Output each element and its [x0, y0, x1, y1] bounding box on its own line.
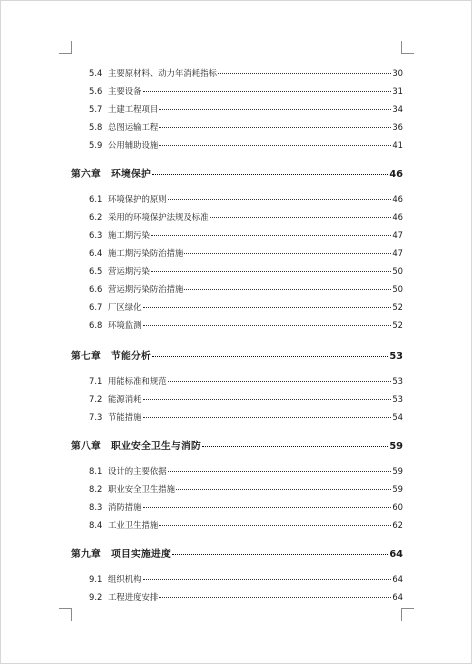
- toc-entry-number: 6.6: [89, 284, 103, 294]
- toc-section-entry[interactable]: [89, 229, 403, 241]
- toc-entry-title: 施工期污染防治措施: [108, 248, 184, 258]
- toc-entry-page-number: 59: [392, 466, 403, 476]
- toc-section-entry[interactable]: [89, 375, 403, 387]
- toc-entry-page-number: 46: [392, 194, 403, 204]
- dot-leader: [143, 90, 392, 92]
- dot-leader: [168, 380, 392, 382]
- dot-leader: [143, 398, 392, 400]
- dot-leader: [159, 596, 391, 598]
- toc-section-entry[interactable]: [89, 247, 403, 259]
- dot-leader: [143, 578, 392, 580]
- dot-leader: [159, 144, 391, 146]
- crop-mark-bottom-left: [59, 608, 72, 621]
- toc-entry-title: 第七章 节能分析: [71, 351, 151, 362]
- toc-entry-page-number: 52: [392, 320, 403, 330]
- toc-section-entry[interactable]: [89, 519, 403, 531]
- toc-section-entry[interactable]: [89, 501, 403, 513]
- toc-entry-title: 主要设备: [108, 86, 142, 96]
- toc-entry-page-number: 31: [392, 86, 403, 96]
- toc-section-entry[interactable]: [89, 483, 403, 495]
- toc-entry-number: 6.5: [89, 266, 103, 276]
- toc-entry-number: 5.7: [89, 104, 103, 114]
- toc-entry-title: 公用辅助设施: [108, 140, 159, 150]
- toc-section-entry[interactable]: [89, 139, 403, 151]
- toc-entry-page-number: 59: [389, 441, 403, 452]
- toc-section-entry[interactable]: [89, 265, 403, 277]
- toc-section-entry[interactable]: [89, 319, 403, 331]
- toc-entry-number: 8.1: [89, 466, 103, 476]
- dot-leader: [168, 470, 392, 472]
- dot-leader: [151, 234, 391, 236]
- toc-section-entry[interactable]: [89, 121, 403, 133]
- toc-section-entry[interactable]: [89, 465, 403, 477]
- toc-entry-number: 8.2: [89, 484, 103, 494]
- toc-entry-number: 5.4: [89, 68, 103, 78]
- toc-entry-title: 组织机构: [108, 574, 142, 584]
- dot-leader: [176, 488, 391, 490]
- dot-leader: [151, 270, 391, 272]
- toc-section-entry[interactable]: [89, 591, 403, 603]
- toc-chapter-entry[interactable]: [71, 166, 403, 180]
- toc-entry-page-number: 34: [392, 104, 403, 114]
- toc-entry-title: 节能措施: [108, 412, 142, 422]
- toc-entry-title: 工业卫生措施: [108, 520, 159, 530]
- toc-entry-page-number: 54: [392, 412, 403, 422]
- toc-entry-page-number: 30: [392, 68, 403, 78]
- dot-leader: [152, 173, 388, 175]
- toc-section-entry[interactable]: [89, 85, 403, 97]
- toc-entry-title: 采用的环境保护法规及标准: [108, 212, 209, 222]
- dot-leader: [168, 198, 392, 200]
- toc-entry-number: 8.3: [89, 502, 103, 512]
- toc-section-entry[interactable]: [89, 211, 403, 223]
- toc-entry-title: 设计的主要依据: [108, 466, 167, 476]
- dot-leader: [184, 288, 391, 290]
- toc-entry-page-number: 59: [392, 484, 403, 494]
- toc-entry-title: 第六章 环境保护: [71, 169, 151, 180]
- toc-entry-page-number: 53: [389, 351, 403, 362]
- toc-entry-title: 营运期污染防治措施: [108, 284, 184, 294]
- toc-entry-title: 工程进度安排: [108, 592, 159, 602]
- dot-leader: [218, 72, 391, 74]
- dot-leader: [143, 324, 392, 326]
- toc-entry-number: 5.6: [89, 86, 103, 96]
- toc-entry-page-number: 62: [392, 520, 403, 530]
- toc-entry-page-number: 47: [392, 248, 403, 258]
- toc-section-entry[interactable]: [89, 103, 403, 115]
- toc-entry-title: 环境监测: [108, 320, 142, 330]
- dot-leader: [143, 416, 392, 418]
- dot-leader: [143, 306, 392, 308]
- toc-entry-number: 9.1: [89, 574, 103, 584]
- toc-entry-title: 消防措施: [108, 502, 142, 512]
- toc-entry-page-number: 53: [392, 376, 403, 386]
- toc-entry-title: 土建工程项目: [108, 104, 159, 114]
- toc-entry-number: 8.4: [89, 520, 103, 530]
- toc-entry-title: 主要原材料、动力年消耗指标: [108, 68, 217, 78]
- toc-entry-page-number: 64: [392, 574, 403, 584]
- toc-section-entry[interactable]: [89, 283, 403, 295]
- toc-entry-number: 6.3: [89, 230, 103, 240]
- toc-entry-page-number: 46: [392, 212, 403, 222]
- dot-leader: [159, 524, 391, 526]
- toc-entry-title: 环境保护的原则: [108, 194, 167, 204]
- toc-entry-page-number: 47: [392, 230, 403, 240]
- toc-entry-page-number: 46: [389, 169, 403, 180]
- crop-mark-bottom-right: [401, 608, 414, 621]
- toc-entry-page-number: 50: [392, 284, 403, 294]
- dot-leader: [143, 506, 392, 508]
- dot-leader: [159, 126, 391, 128]
- toc-entry-number: 7.1: [89, 376, 103, 386]
- toc-entry-page-number: 64: [389, 549, 403, 560]
- toc-entry-page-number: 41: [392, 140, 403, 150]
- toc-entry-title: 施工期污染: [108, 230, 150, 240]
- dot-leader: [202, 445, 388, 447]
- toc-entry-number: 6.8: [89, 320, 103, 330]
- crop-mark-top-right: [401, 41, 414, 54]
- dot-leader: [172, 553, 388, 555]
- toc-section-entry[interactable]: [89, 393, 403, 405]
- crop-mark-top-left: [59, 41, 72, 54]
- toc-chapter-entry[interactable]: [71, 348, 403, 362]
- toc-entry-title: 第八章 职业安全卫生与消防: [71, 441, 201, 452]
- toc-chapter-entry[interactable]: [71, 546, 403, 560]
- toc-entry-number: 7.2: [89, 394, 103, 404]
- toc-entry-title: 能源消耗: [108, 394, 142, 404]
- toc-entry-number: 6.2: [89, 212, 103, 222]
- toc-entry-page-number: 64: [392, 592, 403, 602]
- toc-section-entry[interactable]: [89, 67, 403, 79]
- toc-entry-page-number: 52: [392, 302, 403, 312]
- dot-leader: [159, 108, 391, 110]
- dot-leader: [184, 252, 391, 254]
- toc-entry-title: 用能标准和规范: [108, 376, 167, 386]
- toc-entry-number: 6.7: [89, 302, 103, 312]
- toc-section-entry[interactable]: [89, 193, 403, 205]
- toc-entry-page-number: 53: [392, 394, 403, 404]
- toc-entry-title: 厂区绿化: [108, 302, 142, 312]
- toc-entry-title: 营运期污染: [108, 266, 150, 276]
- toc-entry-number: 6.1: [89, 194, 103, 204]
- toc-entry-page-number: 50: [392, 266, 403, 276]
- toc-entry-page-number: 60: [392, 502, 403, 512]
- toc-entry-title: 职业安全卫生措施: [108, 484, 175, 494]
- toc-entry-page-number: 36: [392, 122, 403, 132]
- toc-entry-number: 7.3: [89, 412, 103, 422]
- dot-leader: [210, 216, 392, 218]
- toc-entry-number: 5.8: [89, 122, 103, 132]
- toc-entry-title: 第九章 项目实施进度: [71, 549, 171, 560]
- toc-section-entry[interactable]: [89, 301, 403, 313]
- toc-entry-number: 9.2: [89, 592, 103, 602]
- toc-chapter-entry[interactable]: [71, 438, 403, 452]
- toc-section-entry[interactable]: [89, 411, 403, 423]
- toc-section-entry[interactable]: [89, 573, 403, 585]
- toc-entry-number: 6.4: [89, 248, 103, 258]
- dot-leader: [152, 355, 388, 357]
- toc-entry-title: 总图运输工程: [108, 122, 159, 132]
- toc-entry-number: 5.9: [89, 140, 103, 150]
